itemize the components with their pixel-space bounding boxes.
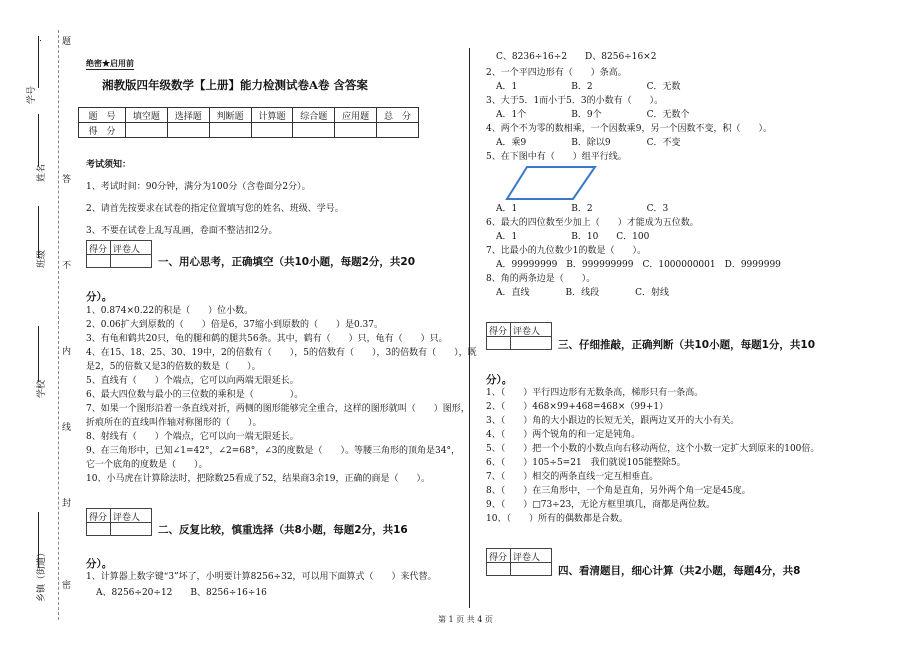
- margin-mark: 不: [62, 261, 72, 271]
- question-option: A、8256÷20÷12 B、8256÷16÷16: [96, 588, 267, 598]
- score-table: [78, 107, 419, 138]
- question-item: 8、角的两条边是（ ）。: [486, 274, 596, 284]
- judge-item: 3、（ ）角的大小跟边的长短无关，跟两边叉开的大小有关。: [486, 416, 740, 426]
- question-item: 4、在15、18、25、30、19中，2的倍数有（ ），5的倍数有（ ），3的倍数有（ ），既: [86, 348, 477, 358]
- judge-item: 5、（ ）把一个小数的小数点向右移动两位，这个小数一定扩大到原来的100倍。: [486, 444, 820, 454]
- judge-item: 9、（ ）□73÷23，无论方框里填几，商都是两位数。: [486, 500, 716, 510]
- judge-item: 1、（ ）平行四边形有无数条高，梯形只有一条高。: [486, 388, 704, 398]
- judge-item: 4、（ ）两个锐角的和一定是钝角。: [486, 430, 641, 440]
- score-table-score-row: [79, 123, 419, 138]
- score-table-cell: 总 分: [377, 108, 419, 123]
- section3-title-cont: 分）。: [486, 374, 513, 386]
- judge-item: 7、（ ）相交的两条直线一定互相垂直。: [486, 472, 659, 482]
- section2-title-cont: 分）。: [86, 558, 113, 570]
- judge-item: 6、（ ）105÷5=21 我们就说105能整除5。: [486, 458, 686, 468]
- question-item: 1、0.874×0.22的积是（ ）位小数。: [86, 306, 254, 316]
- score-table-cell: 填空题: [126, 108, 168, 123]
- sidebar-label-banji: 班级: [37, 249, 47, 268]
- question-option: C、8236÷16÷2 D、8256÷16×2: [496, 52, 657, 62]
- question-item: 3、有龟和鹤共20只，龟的腿和鹤的腿共56条。其中，鹤有（ ）只，龟有（ ）只。: [86, 334, 448, 344]
- judge-item: 10、（ ）所有的偶数都是合数。: [486, 514, 628, 524]
- banji-blank: [38, 206, 39, 258]
- question-item: 折痕所在的直线叫作轴对称图形的（ ）。: [86, 418, 262, 428]
- question-option: A．1 B．2 C．无数: [496, 82, 681, 92]
- score-table-cell[interactable]: [335, 123, 377, 138]
- score-table-cell: 得 分: [79, 123, 126, 138]
- question-item: 6、最大的四位数至少加上（ ）才能成为五位数。: [486, 218, 699, 228]
- binding-line: [58, 30, 59, 620]
- question-option: A．直线 B．线段 C．射线: [496, 288, 670, 298]
- grader-divider: [510, 549, 511, 575]
- margin-mark: 答: [62, 175, 72, 185]
- judge-item: 2、（ ）468×99+468=468×（99+1）: [486, 402, 669, 412]
- question-option: A．1个 B．9个 C．无数个: [496, 110, 690, 120]
- question-item: 10、小马虎在计算除法时，把除数25看成了52，结果商3余19，正确的商是（ ）。: [86, 474, 431, 484]
- question-item: 4、两个不为零的数相乘，一个因数乘9，另一个因数不变，积（ ）。: [486, 124, 772, 134]
- question-item: 2、0.06扩大到原数的（ ）倍是6，37缩小到原数的（ ）是0.37。: [86, 320, 383, 330]
- xuehao-blank: [38, 36, 39, 88]
- grader-box: [486, 548, 552, 576]
- grader-divider: [110, 509, 111, 535]
- margin-mark: 内: [62, 347, 72, 357]
- question-item: 7、比最小的九位数少1的数是（ ）。: [486, 246, 646, 256]
- notice-heading: 考试须知：: [86, 160, 132, 170]
- sidebar-label-xuexiao: 学校: [37, 379, 47, 398]
- grader-score-label: 得分: [489, 553, 508, 563]
- margin-mark: 封: [62, 499, 72, 509]
- question-option: A．乘9 B．除以9 C．不变: [496, 138, 681, 148]
- parallelogram-figure: [505, 164, 597, 202]
- sidebar-label-xingming: 姓名: [37, 163, 47, 182]
- xingming-blank: [38, 114, 39, 166]
- score-table-cell: 综合题: [293, 108, 335, 123]
- score-table-cell[interactable]: [167, 123, 209, 138]
- question-item: 5、直线有（ ）个端点，它可以向两端无限延长。: [86, 376, 299, 386]
- grader-score-label: 得分: [89, 513, 108, 523]
- grader-box: [86, 508, 152, 536]
- score-table-cell: 判断题: [209, 108, 251, 123]
- page-title: 湘教版四年级数学【上册】能力检测试卷A卷 含答案: [102, 78, 368, 92]
- question-item: 9、在三角形中，已知∠1=42°，∠2=68°，∠3的度数是（ ）。等腰三角形的顶角是34°，: [86, 446, 460, 456]
- grader-reviewer-label: 评卷人: [113, 245, 141, 255]
- question-item: 1、计算器上数字键“3”坏了，小明要计算8256÷32，可以用下面算式（ ）来代替。: [86, 572, 437, 582]
- score-table-header-row: [79, 108, 419, 123]
- question-option: A．1 B．10 C．100: [496, 232, 650, 242]
- score-table-cell[interactable]: [209, 123, 251, 138]
- question-item: 8、射线有（ ）个端点，它可以向一端无限延长。: [86, 432, 299, 442]
- score-table-cell: 选择题: [167, 108, 209, 123]
- xiangzhen-blank: [38, 512, 39, 568]
- margin-mark: 题: [62, 37, 72, 47]
- grader-reviewer-label: 评卷人: [513, 553, 541, 563]
- question-item: 6、最大四位数与最小的三位数的乘积是（ ）。: [86, 390, 304, 400]
- grader-box: [86, 240, 152, 268]
- grader-score-label: 得分: [89, 245, 108, 255]
- grader-divider: [87, 522, 151, 523]
- xuexiao-blank: [38, 326, 39, 382]
- score-table-cell: 计算题: [251, 108, 293, 123]
- grader-divider: [487, 336, 551, 337]
- score-table-cell: 应用题: [335, 108, 377, 123]
- notice-item: 3、不要在试卷上乱写乱画，卷面不整洁扣2分。: [86, 226, 278, 236]
- sidebar-label-xuehao: 学号: [27, 85, 37, 104]
- question-item: 5、在下图中有（ ）组平行线。: [486, 152, 627, 162]
- grader-reviewer-label: 评卷人: [113, 513, 141, 523]
- page-footer: 第 1 页 共 4 页: [438, 615, 493, 624]
- question-item: 3、大于5．1而小于5．3的小数有（ ）。: [486, 96, 664, 106]
- score-table-cell[interactable]: [126, 123, 168, 138]
- notice-item: 2、请首先按要求在试卷的指定位置填写您的姓名、班级、学号。: [86, 204, 344, 214]
- grader-divider: [487, 562, 551, 563]
- question-item: 2、一个平四边形有（ ）条高。: [486, 68, 627, 78]
- grader-divider: [87, 254, 151, 255]
- grader-box: [486, 322, 552, 350]
- section3-title: 三、仔细推敲，正确判断（共10小题，每题1分，共10: [558, 339, 816, 351]
- section1-title-cont: 分）。: [86, 291, 113, 303]
- column-divider: [469, 48, 470, 608]
- score-table-cell[interactable]: [377, 123, 419, 138]
- confidential-badge: 绝密★启用前: [86, 58, 134, 68]
- section4-title: 四、看清题目，细心计算（共2小题，每题4分，共8: [558, 565, 801, 577]
- sidebar-label-xiangzhen: 乡镇（街道）: [37, 547, 47, 602]
- margin-mark: 密: [62, 581, 72, 591]
- grader-score-label: 得分: [489, 327, 508, 337]
- grader-divider: [510, 323, 511, 349]
- grader-reviewer-label: 评卷人: [513, 327, 541, 337]
- question-option: A．99999999 B．999999999 C．1000000001 D．9999999: [496, 260, 781, 270]
- question-item: 7、如果一个图形沿着一条直线对折，两侧的图形能够完全重合，这样的图形就叫（ ）图形，: [86, 404, 470, 414]
- section2-title: 二、反复比较，慎重选择（共8小题，每题2分，共16: [158, 524, 408, 536]
- judge-item: 8、（ ）在三角形中，一个角是直角，另外两个角一定是45度。: [486, 486, 751, 496]
- score-table-cell[interactable]: [293, 123, 335, 138]
- question-item: 是2，5的倍数又是3的倍数的数是（ ）。: [86, 362, 261, 372]
- notice-item: 1、考试时间：90分钟，满分为100分（含卷面分2分）。: [86, 182, 311, 192]
- grader-divider: [110, 241, 111, 267]
- score-table-cell[interactable]: [251, 123, 293, 138]
- question-option: A．1 B．2 C．3: [496, 204, 669, 214]
- margin-mark: 线: [62, 423, 72, 433]
- section1-title: 一、用心思考，正确填空（共10小题，每题2分，共20: [158, 256, 416, 268]
- sidebar-underline: [40, 40, 41, 42]
- question-item: 它一个底角的度数是（ ）。: [86, 460, 208, 470]
- score-table-cell: 题 号: [79, 108, 126, 123]
